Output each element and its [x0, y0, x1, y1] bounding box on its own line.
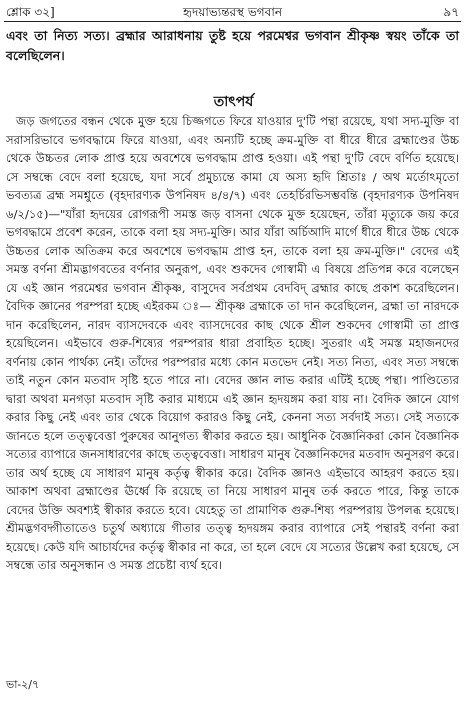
signature-mark: ভা-২/৭	[6, 678, 40, 691]
running-header	[6, 2, 459, 20]
page-number: ৯৭	[443, 5, 459, 19]
verse-translation: এবং তা নিত্য সত্য। ব্রহ্মার আরাধনায় তুষ্ট হয়ে পরমেশ্বর ভগবান শ্রীকৃষ্ণ স্বয়ং তাঁকে তা বলেছিলেন।	[6, 28, 459, 63]
purport-text: জড় জগতের বন্ধন থেকে মুক্ত হয়ে চিজ্জগতে ফিরে যাওয়ার দু'টি পন্থা রয়েছে, যথা সদ্য-মুক্তি বা সরাসরিভাবে ভগবদ্ধামে ফিরে যাওয়া, এবং অন্যটি হচ্ছে ক্রম-মুক্তি বা ধীরে ধীরে ব্রহ্মাণ্ডের উচ্চ থেকে উচ্চতর লোক প্রাপ্ত হয়ে অবশেষে ভগবদ্ধাম প্রাপ্ত হওয়া। এই পন্থা দু'টি বেদে বর্ণিত হয়েছে। সে সম্বন্ধে বেদে বলা হয়েছে, যদা সর্বে প্রমুচ্যন্তে কামা যে অস্য হৃদি শ্রিতাঃ / অথ মর্তোঽমৃতো ভবত্যত্র ব্রহ্ম সমশ্নুতে (বৃহদারণ্যক উপনিষদ ৪/৪/৭) এবং তেহর্চিরভিসম্ভবন্তি (বৃহদারণ্যক উপনিষদ ৬/২/১৫)—"যাঁরা হৃদয়ের রোগরূপী সমস্ত জড় বাসনা থেকে মুক্ত হয়েছেন, তাঁরা মৃত্যুকে জয় করে ভগবদ্ধামে প্রবেশ করেন, তাকে বলা হয় সদ্য-মুক্তি। আর যাঁরা অর্চিআদি মার্গে ধীরে ধীরে উচ্চ থেকে উচ্চতর লোক অতিক্রম করে অবশেষে ভগবদ্ধাম প্রাপ্ত হন, তাকে বলা হয় ক্রম-মুক্তি।" বেদের এই সমস্ত বর্ণনা শ্রীমদ্ভাগবতের বর্ণনার অনুরূপ, এবং শুকদেব গোস্বামী এ বিষয়ে প্রতিপন্ন করে বলেছেন যে এই জ্ঞান পরমেশ্বর ভগবান শ্রীকৃষ্ণ, বাসুদেব সর্বপ্রথম বেদবিদ্ ব্রহ্মার কাছে প্রকাশ করেছিলেন। বৈদিক জ্ঞানের পরম্পরা হচ্ছে এইরকম ঃ— শ্রীকৃষ্ণ ব্রহ্মাকে তা দান করেছিলেন, ব্রহ্মা তা নারদকে দান করেছিলেন, নারদ ব্যাসদেবকে এবং ব্যাসদেবের কাছ থেকে শ্রীল শুকদেব গোস্বামী তা প্রাপ্ত হয়েছিলেন। এইভাবে গুরু-শিষ্যের পরম্পরার ধারা প্রবাহিত হচ্ছে। সুতরাং এই সমস্ত মহাজনদের বর্ণনায় কোন পার্থক্য নেই। তাঁদের পরম্পরার মধ্যে কোন মতভেদ নেই। সত্য নিত্য, এবং সত্য সম্বন্ধে তাই নতুন কোন মতবাদ সৃষ্টি হতে পারে না। বেদের জ্ঞান লাভ করার এটিই হচ্ছে পন্থা। পাণ্ডিত্যের দ্বারা অথবা মনগড়া মতবাদ সৃষ্টি করার মাধ্যমে এই জ্ঞান হৃদয়ঙ্গম করা যায় না। বৈদিক জ্ঞানে যোগ করার কিছু নেই এবং তার থেকে বিয়োগ করারও কিছু নেই, কেননা সত্য সর্বদাই সত্য। সেই সত্যকে জানতে হলে তত্ত্ববেত্তা পুরুষের আনুগত্য স্বীকার করতে হয়। আধুনিক বৈজ্ঞানিকরা কোন বৈজ্ঞানিক সত্যের ব্যাপারে জনসাধারণের কাছে তত্ত্ববেত্তা। সাধারণ মানুষ বৈজ্ঞানিকদের মতবাদ অনুসরণ করে। তার অর্থ হচ্ছে যে সাধারণ মানুষ কর্তৃত্ব স্বীকার করে। বৈদিক জ্ঞানও এইভাবে আহরণ করতে হয়। আকাশ অথবা ব্রহ্মাণ্ডের ঊর্ধ্বে কি রয়েছে তা নিয়ে সাধারণ মানুষ তর্ক করতে পারে, কিন্তু তাকে বেদের উক্তি অবশ্যই স্বীকার করতে হবে। যেহেতু তা প্রামাণিক গুরু-শিষ্য পরম্পরায় উপলব্ধ হয়েছে। শ্রীমদ্ভগবদ্গীতাতেও চতুর্থ অধ্যায়ে গীতার তত্ত্ব হৃদয়ঙ্গম করার ব্যাপারে সেই পন্থারই বর্ণনা করা হয়েছে। কেউ যদি আচার্যদের কর্তৃত্ব স্বীকার না করে, তা হলে বেদে যে সত্যের উল্লেখ করা হয়েছে, সে সম্বন্ধে তার অনুসন্ধান ও সমস্ত প্রচেষ্টা ব্যর্থ হবে।	[6, 114, 459, 572]
purport-heading: তাৎপর্য	[213, 94, 254, 110]
verse-reference: শ্লোক ৩২]	[6, 5, 55, 19]
header-divider	[4, 21, 461, 22]
chapter-title: হৃদয়াভ্যন্তরস্থ ভগবান	[182, 5, 282, 19]
